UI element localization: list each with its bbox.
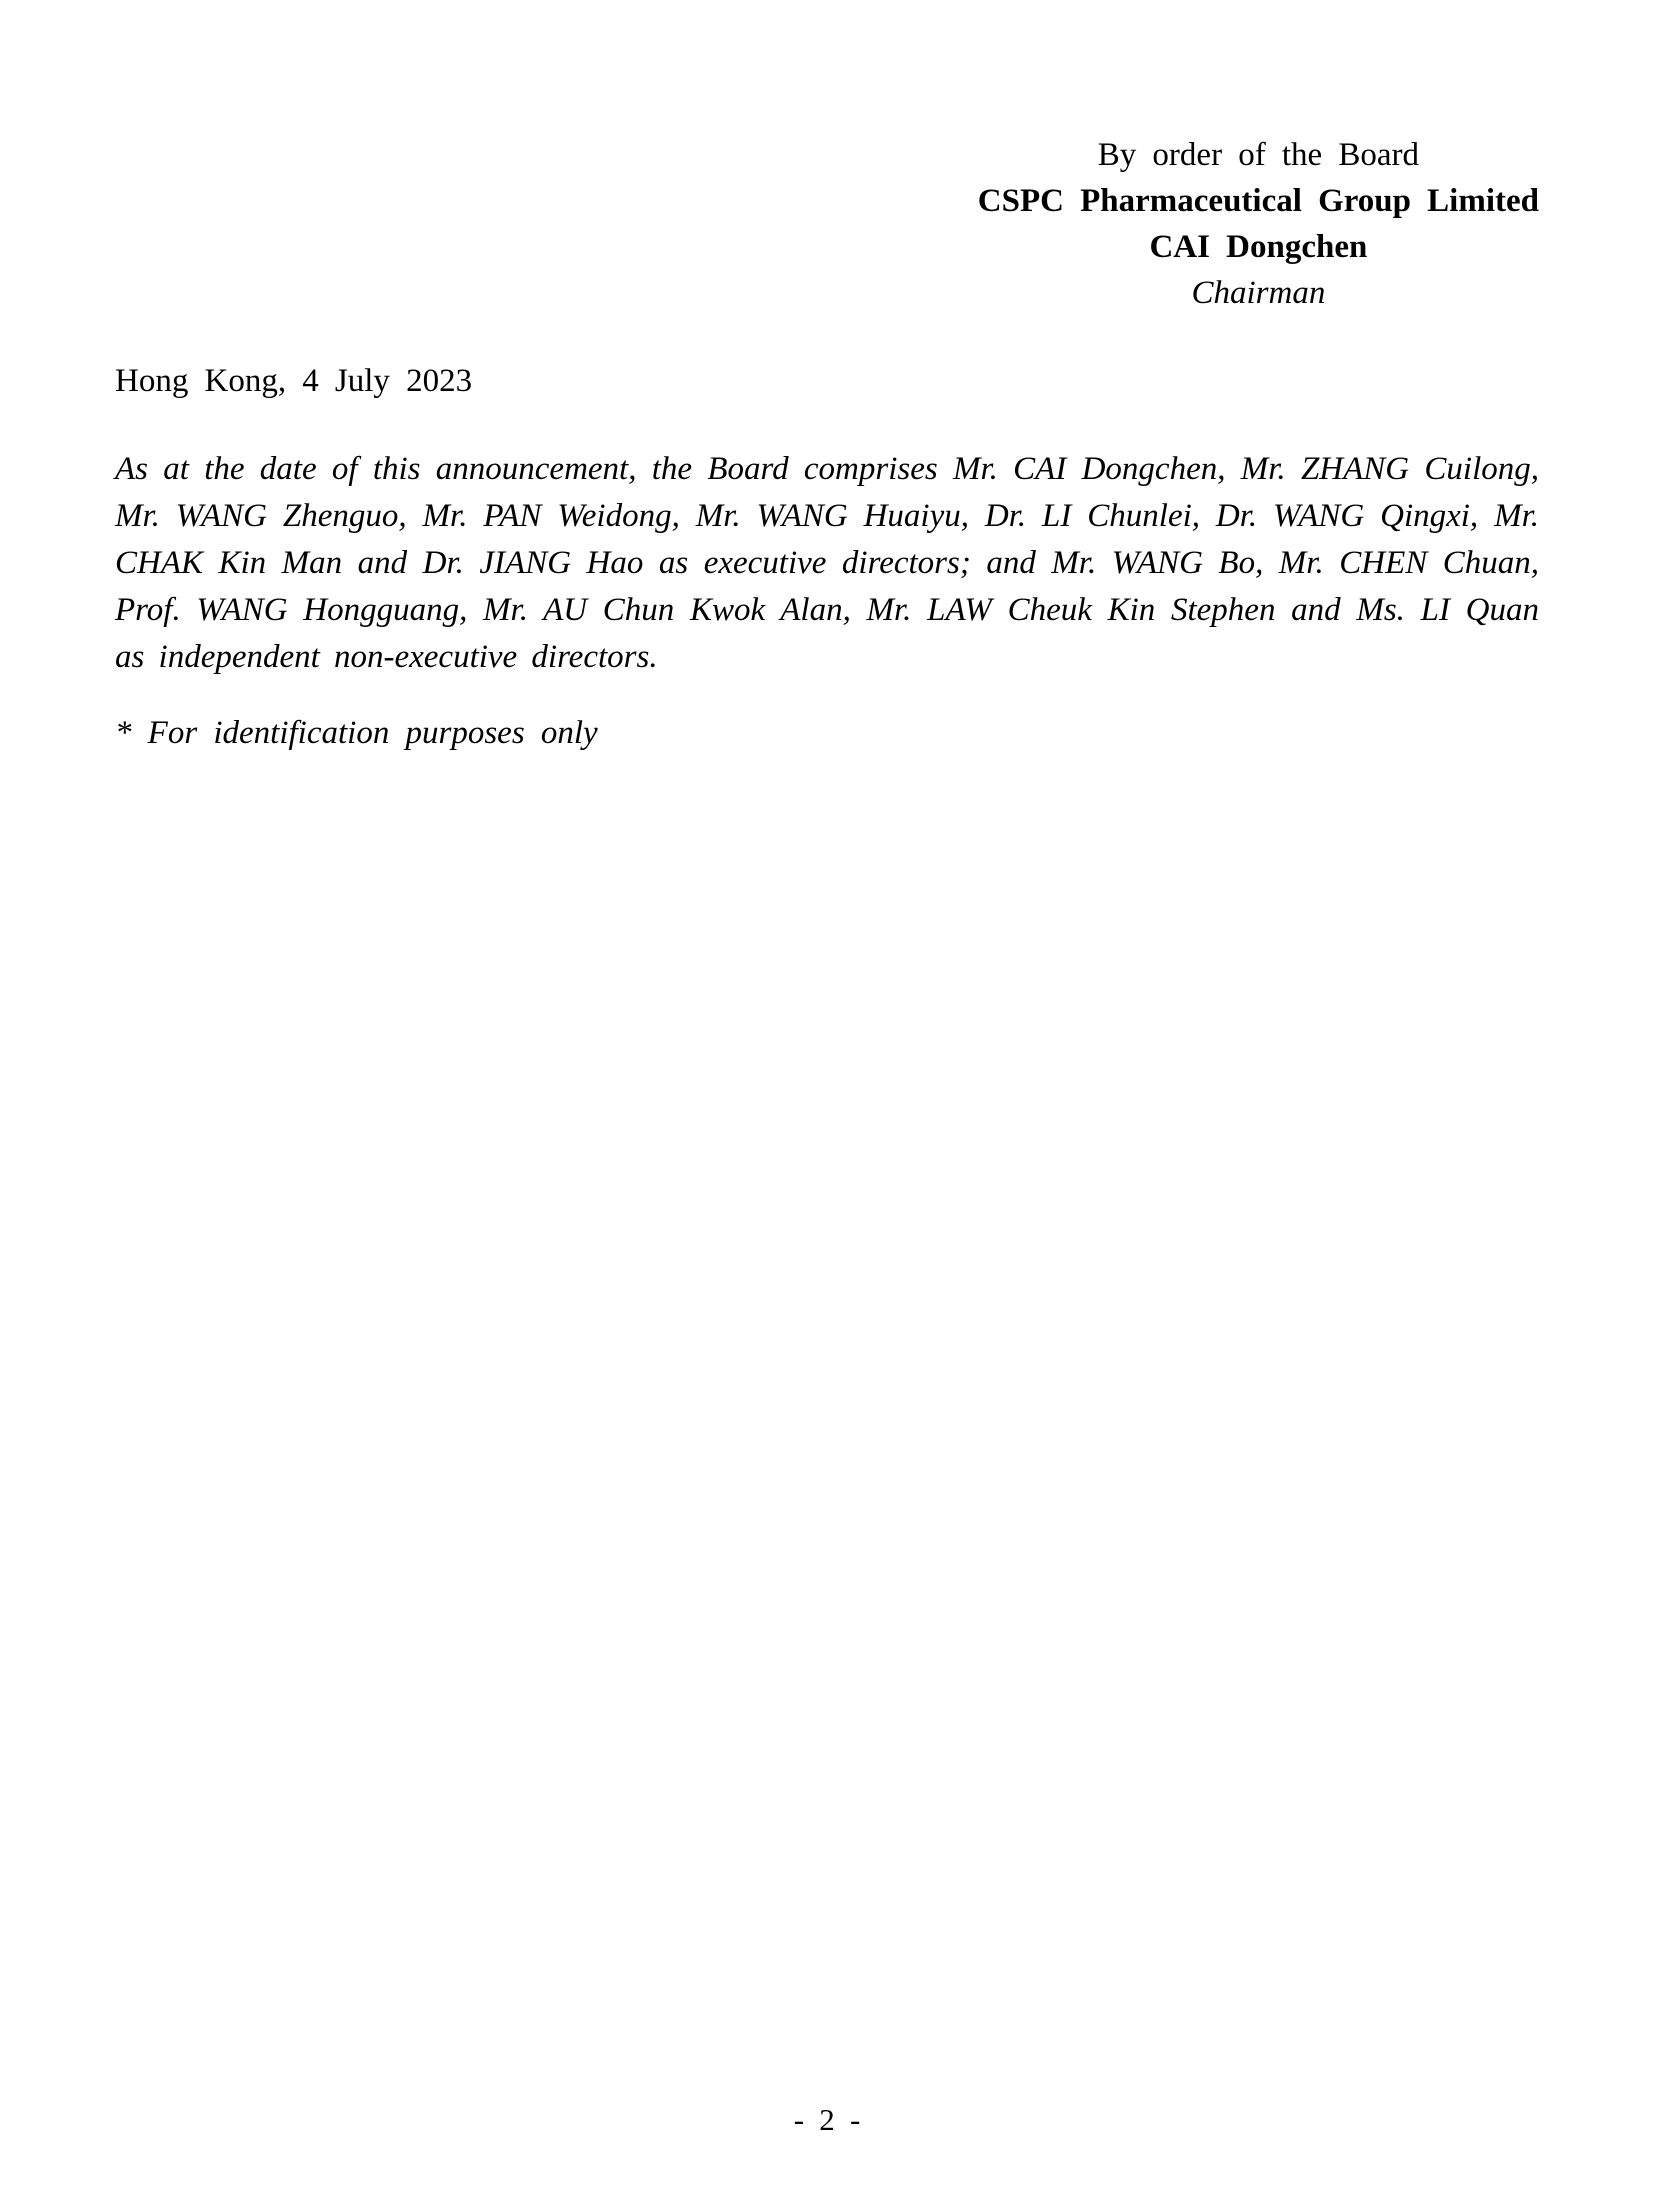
- footnote: * For identification purposes only: [115, 715, 598, 751]
- paragraph-line: Mr. WANG Zhenguo, Mr. PAN Weidong, Mr. WANG Huaiyu, Dr. LI Chunlei, Dr. WANG Qingxi, Mr.: [115, 498, 1539, 534]
- paragraph-line: Prof. WANG Hongguang, Mr. AU Chun Kwok Alan, Mr. LAW Cheuk Kin Stephen and Ms. LI Quan: [115, 592, 1539, 628]
- paragraph-line: CHAK Kin Man and Dr. JIANG Hao as executive directors; and Mr. WANG Bo, Mr. CHEN Chuan,: [115, 545, 1539, 581]
- by-order-line: By order of the Board: [1097, 137, 1420, 173]
- signatory-role: Chairman: [1191, 275, 1326, 311]
- signatory-name: CAI Dongchen: [1149, 229, 1368, 265]
- paragraph-line: as independent non-executive directors.: [115, 639, 658, 675]
- dateline: Hong Kong, 4 July 2023: [115, 363, 473, 399]
- company-name: CSPC Pharmaceutical Group Limited: [977, 183, 1539, 219]
- board-composition-paragraph: [115, 446, 1539, 681]
- signature-block: [978, 132, 1539, 316]
- paragraph-line: As at the date of this announcement, the Board comprises Mr. CAI Dongchen, Mr. ZHANG Cuilong,: [115, 451, 1539, 487]
- page-number: - 2 -: [793, 2102, 861, 2137]
